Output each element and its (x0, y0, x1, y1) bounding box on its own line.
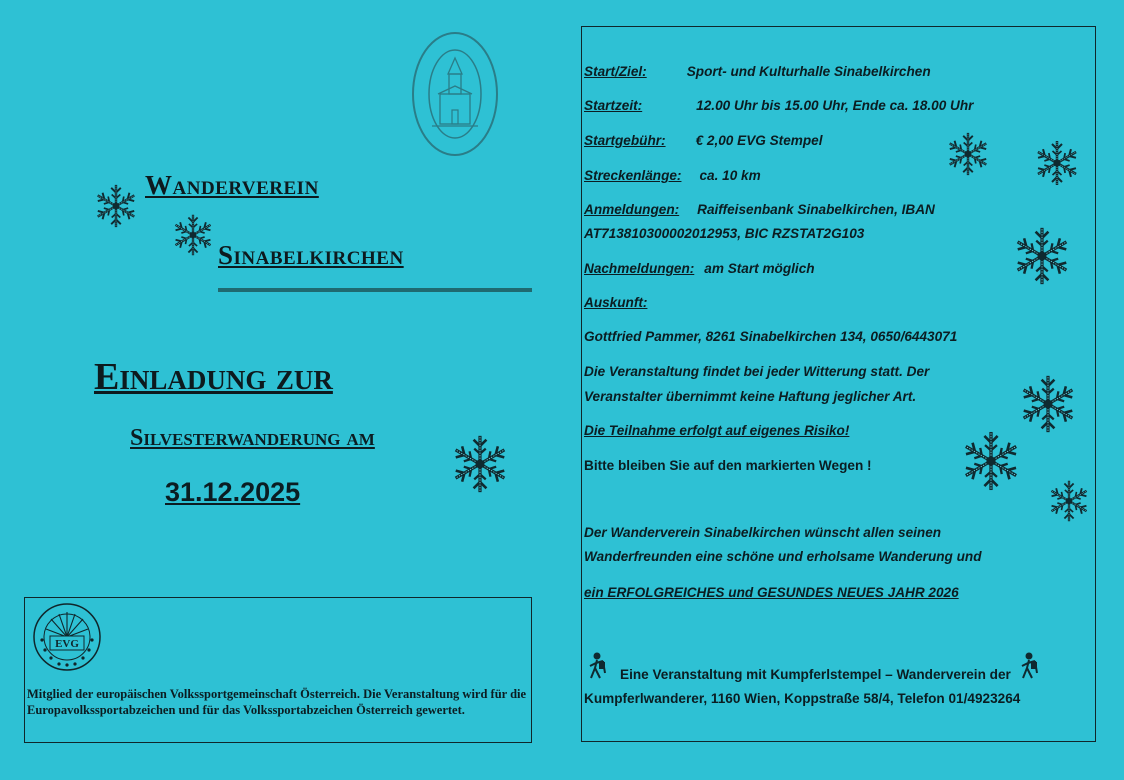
invitation-title: Einladung zur (94, 356, 333, 398)
snowflake-icon (944, 130, 992, 178)
footer-line2: Kumpferlwanderer, 1160 Wien, Koppstraße 58/4, Telefon 01/4923264 (584, 691, 1021, 706)
footer-line1: Eine Veranstaltung mit Kumpferlstempel – Wanderverein der (620, 667, 1011, 682)
length-value: ca. 10 km (699, 168, 761, 183)
snowflake-icon (92, 182, 140, 230)
registration-row (584, 202, 935, 217)
start-row (584, 64, 931, 79)
start-value: Sport- und Kulturhalle Sinabelkirchen (686, 64, 931, 79)
fee-row (584, 133, 823, 148)
snowflake-icon (1016, 372, 1080, 436)
length-label: Streckenlänge: (584, 168, 682, 183)
contact-value: Gottfried Pammer, 8261 Sinabelkirchen 134, 0650/6443071 (584, 329, 958, 344)
walker-icon (1018, 651, 1040, 679)
snowflake-icon (958, 428, 1024, 494)
start-label: Start/Ziel: (584, 64, 647, 79)
weather-note-line1: Die Veranstaltung findet bei jeder Witterung statt. Der (584, 364, 930, 379)
snowflake-icon (1010, 224, 1074, 288)
wish-line1: Der Wanderverein Sinabelkirchen wünscht allen seinen (584, 525, 942, 540)
time-value: 12.00 Uhr bis 15.00 Uhr, Ende ca. 18.00 Uhr (696, 98, 974, 113)
divider (218, 288, 532, 292)
club-name-line2: Sinabelkirchen (218, 240, 404, 270)
snowflake-icon (170, 212, 216, 258)
svg-text:EVG: EVG (55, 638, 79, 650)
registration-iban: AT713810300002012953, BIC RZSTAT2G103 (584, 226, 865, 241)
late-registration-value: am Start möglich (704, 261, 815, 276)
evg-logo (32, 602, 102, 672)
walker-icon (586, 651, 608, 679)
wish-line2: Wanderfreunden eine schöne und erholsame Wanderung und (584, 549, 982, 564)
risk-note: Die Teilnahme erfolgt auf eigenes Risiko! (584, 423, 850, 438)
weather-note-line2: Veranstalter übernimmt keine Haftung jeglicher Art. (584, 389, 917, 404)
fee-label: Startgebühr: (584, 133, 666, 148)
club-name-line1: Wanderverein (145, 170, 319, 200)
late-registration-row (584, 261, 815, 276)
snowflake-icon (1032, 138, 1082, 188)
evg-membership-text: Mitglied der europäischen Volkssportgemeinschaft Österreich. Die Veranstaltung wird für die Europavolkssportabzeichen und für das Volkssportabzeichen Österreich gewertet. (27, 687, 527, 717)
late-registration-label: Nachmeldungen: (584, 261, 695, 276)
wish-line3: ein ERFOLGREICHES und GESUNDES NEUES JAHR 2026 (584, 585, 959, 600)
snowflake-icon (448, 432, 512, 496)
registration-value: Raiffeisenbank Sinabelkirchen, IBAN (697, 202, 935, 217)
event-title: Silvesterwanderung am (130, 425, 375, 451)
fee-value: € 2,00 EVG Stempel (695, 133, 823, 148)
evg-membership-box (24, 597, 532, 743)
wandergruppe-stamp (410, 30, 500, 158)
time-row (584, 98, 973, 113)
length-row (584, 168, 761, 183)
contact-label: Auskunft: (584, 295, 648, 310)
snowflake-icon (1046, 478, 1092, 524)
event-date: 31.12.2025 (165, 477, 301, 507)
time-label: Startzeit: (584, 98, 643, 113)
registration-label: Anmeldungen: (584, 202, 680, 217)
stay-on-path-note: Bitte bleiben Sie auf den markierten Wegen ! (584, 458, 872, 473)
